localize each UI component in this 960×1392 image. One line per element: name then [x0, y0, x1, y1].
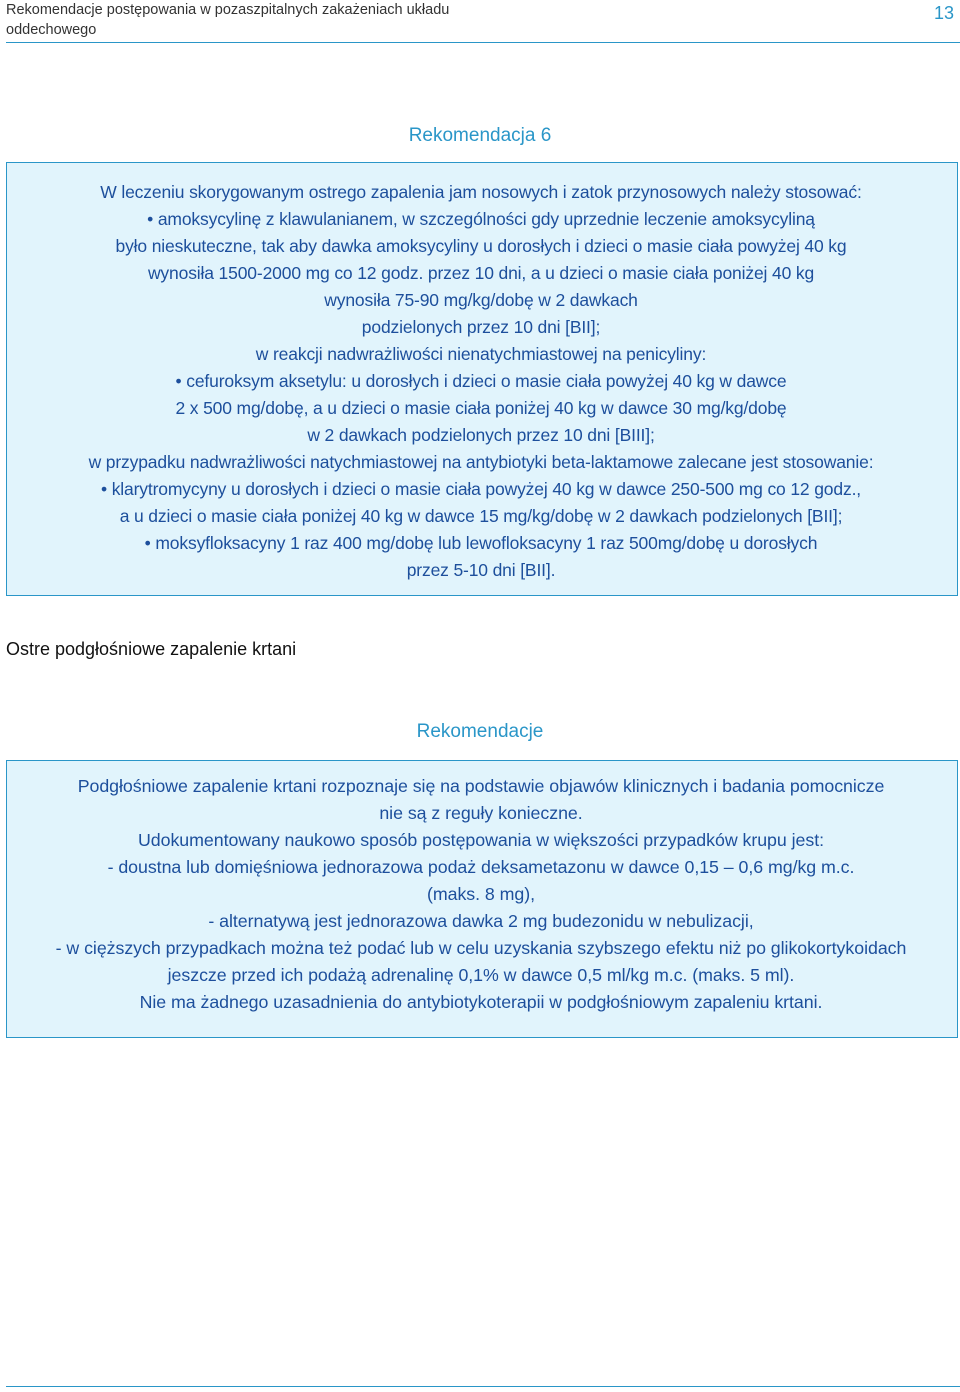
header-rule: [6, 42, 960, 43]
recommendation-line: 2 x 500 mg/dobę, a u dzieci o masie ciała poniżej 40 kg w dawce 30 mg/kg/dobę: [175, 398, 787, 418]
recommendation-line: - w cięższych przypadkach można też podać lub w celu uzyskania szybszego efektu niż po glikokortykoidach: [55, 938, 907, 958]
recommendation-line: • amoksycylinę z klawulanianem, w szczególności gdy uprzednie leczenie amoksycyliną: [147, 209, 815, 229]
page-number: 13: [933, 3, 954, 23]
recommendation-line: przez 5-10 dni [BII].: [406, 560, 556, 580]
recommendation-line: podzielonych przez 10 dni [BII];: [361, 317, 601, 337]
recommendations-heading: Rekomendacje: [416, 721, 544, 742]
recommendation-line: W leczeniu skorygowanym ostrego zapalenia jam nosowych i zatok przynosowych należy stosować:: [100, 182, 862, 202]
recommendation-line: Udokumentowany naukowo sposób postępowania w większości przypadków krupu jest:: [138, 830, 824, 850]
recommendation-line: - alternatywą jest jednorazowa dawka 2 mg budezonidu w nebulizacji,: [208, 911, 754, 931]
footer-rule: [6, 1386, 960, 1387]
recommendation-line: • moksyfloksacyny 1 raz 400 mg/dobę lub lewofloksacyny 1 raz 500mg/dobę u dorosłych: [144, 533, 818, 553]
recommendation-line: w reakcji nadwrażliwości nienatychmiastowej na penicyliny:: [255, 344, 707, 364]
recommendation-line: (maks. 8 mg),: [426, 884, 536, 904]
recommendations-box: [6, 760, 958, 1038]
recommendation-line: Nie ma żadnego uzasadnienia do antybiotykoterapii w podgłośniowym zapaleniu krtani.: [139, 992, 823, 1012]
recommendation-line: w przypadku nadwrażliwości natychmiastowej na antybiotyki beta-laktamowe zalecane jest stosowanie:: [88, 452, 874, 472]
recommendation-line: wynosiła 1500-2000 mg co 12 godz. przez 10 dni, a u dzieci o masie ciała poniżej 40 kg: [147, 263, 815, 283]
recommendation-6-box: [6, 162, 958, 596]
recommendation-line: a u dzieci o masie ciała poniżej 40 kg w dawce 15 mg/kg/dobę w 2 dawkach podzielonych [BII];: [119, 506, 843, 526]
recommendation-line: jeszcze przed ich podażą adrenalinę 0,1% w dawce 0,5 ml/kg m.c. (maks. 5 ml).: [167, 965, 795, 985]
recommendation-line: wynosiła 75-90 mg/kg/dobę w 2 dawkach: [324, 290, 638, 310]
recommendation-line: • cefuroksym aksetylu: u dorosłych i dzieci o masie ciała powyżej 40 kg w dawce: [175, 371, 787, 391]
running-header: Rekomendacje postępowania w pozaszpitalnych zakażeniach układu oddechowego: [6, 2, 450, 38]
recommendation-line: - doustna lub domięśniowa jednorazowa podaż deksametazonu w dawce 0,15 – 0,6 mg/kg m.c.: [107, 857, 855, 877]
recommendation-6-heading: Rekomendacja 6: [408, 125, 552, 146]
recommendation-line: w 2 dawkach podzielonych przez 10 dni [BIII];: [307, 425, 655, 445]
recommendation-line: było nieskuteczne, tak aby dawka amoksycyliny u dorosłych i dzieci o masie ciała powyżej 40 kg: [115, 236, 847, 256]
recommendation-line: nie są z reguły konieczne.: [379, 803, 583, 823]
recommendation-line: Podgłośniowe zapalenie krtani rozpoznaje się na podstawie objawów klinicznych i badania pomocnicze: [77, 776, 885, 796]
section-title: Ostre podgłośniowe zapalenie krtani: [6, 639, 297, 659]
recommendation-line: • klarytromycyny u dorosłych i dzieci o masie ciała powyżej 40 kg w dawce 250-500 mg co 12 godz.,: [101, 479, 861, 499]
